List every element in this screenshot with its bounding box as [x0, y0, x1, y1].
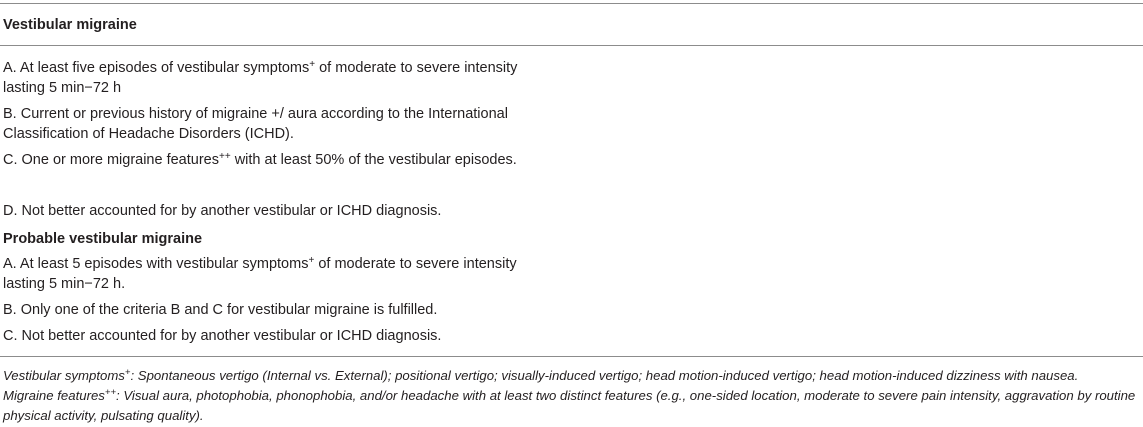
section-title-vestibular-migraine: Vestibular migraine [3, 17, 137, 33]
criterion-vm-c: C. One or more migraine features++ with at least 50% of the vestibular episodes. [3, 151, 517, 168]
criterion-vm-a: A. At least five episodes of vestibular symptoms+ of moderate to severe intensity lasting 5 min−72 h [3, 59, 518, 96]
criterion-vm-d: D. Not better accounted for by another vestibular or ICHD diagnosis. [3, 203, 442, 219]
footnote-vestibular-symptoms: Vestibular symptoms+: Spontaneous vertigo (Internal vs. External); positional vertigo; visually-induced vertigo; head motion-induced vertigo; head motion-induced dizziness with nausea. [3, 367, 1079, 383]
criterion-pvm-a: A. At least 5 episodes with vestibular symptoms+ of moderate to severe intensity lasting 5 min−72 h. [3, 255, 517, 292]
section-title-probable-vestibular-migraine: Probable vestibular migraine [3, 231, 203, 247]
table-bottom-rule [0, 356, 1143, 357]
footnote-migraine-features: Migraine features++: Visual aura, photophobia, phonophobia, and/or headache with at least two distinct features (e.g., one-sided location, moderate to severe pain intensity, aggravation by routine physical activity, pulsating quality). [3, 387, 1136, 423]
table-header-rule [0, 45, 1143, 46]
table-top-rule [0, 3, 1143, 4]
criterion-vm-b: B. Current or previous history of migraine +/ aura according to the International Classification of Headache Disorders (ICHD). [3, 106, 508, 142]
criterion-pvm-c: C. Not better accounted for by another vestibular or ICHD diagnosis. [3, 328, 442, 344]
criterion-pvm-b: B. Only one of the criteria B and C for vestibular migraine is fulfilled. [3, 302, 438, 318]
